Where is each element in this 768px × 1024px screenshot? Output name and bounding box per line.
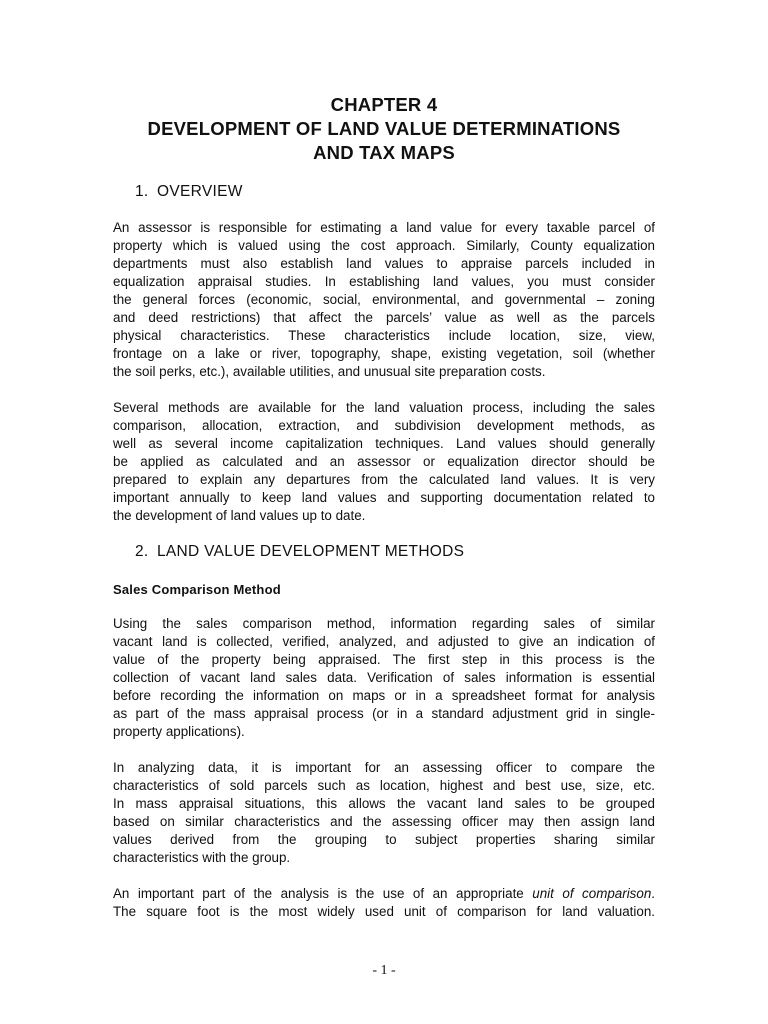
- text-line: departments must also establish land values to appraise parcels included in: [113, 256, 655, 271]
- section-title: LAND VALUE DEVELOPMENT METHODS: [157, 543, 465, 560]
- section-number: 2.: [135, 543, 149, 560]
- text-line: the general forces (economic, social, environmental, and governmental – zoning: [113, 292, 655, 307]
- text-line: Using the sales comparison method, information regarding sales of similar: [113, 616, 655, 631]
- chapter-title-line-2: AND TAX MAPS: [313, 142, 455, 163]
- italic-term: unit of comparison: [532, 886, 652, 901]
- text-line: comparison, allocation, extraction, and subdivision development methods, as: [113, 418, 655, 433]
- chapter-title: [100, 93, 668, 165]
- text-line: the soil perks, etc.), available utilities, and unusual site preparation costs.: [113, 364, 546, 379]
- text-line: prepared to explain any departures from the calculated land values. It is very: [113, 472, 655, 487]
- paragraph-sales-comparison-2: [113, 759, 655, 867]
- text-line: An assessor is responsible for estimating a land value for every taxable parcel of: [113, 220, 655, 235]
- chapter-title-line-1: DEVELOPMENT OF LAND VALUE DETERMINATIONS: [147, 118, 621, 139]
- text-line: value of the property being appraised. The first step in this process is the: [113, 652, 655, 667]
- text-line: and deed restrictions) that affect the parcels’ value as well as the parcels: [113, 310, 655, 325]
- paragraph-unit-of-comparison: [113, 885, 655, 921]
- page-number: - 1 -: [372, 963, 396, 978]
- text-line: [113, 885, 655, 903]
- text-line: as part of the mass appraisal process (or in a standard adjustment grid in single-: [113, 706, 655, 721]
- text-line: before recording the information on maps or in a spreadsheet format for analysis: [113, 688, 655, 703]
- text-segment: An important part of the analysis is the use of an appropriate: [113, 886, 533, 901]
- section-number: 1.: [135, 183, 149, 200]
- subsection-heading: Sales Comparison Method: [113, 582, 281, 597]
- text-line: based on similar characteristics and the assessing officer may then assign land: [113, 814, 655, 829]
- text-segment: .: [651, 886, 655, 901]
- text-line: characteristics with the group.: [113, 850, 291, 865]
- text-line: Several methods are available for the land valuation process, including the sales: [113, 400, 655, 415]
- text-line: The square foot is the most widely used unit of comparison for land valuation.: [113, 904, 655, 919]
- text-line: be applied as calculated and an assessor or equalization director should be: [113, 454, 655, 469]
- section-heading-land-value-methods: [135, 542, 464, 562]
- text-line: equalization appraisal studies. In establishing land values, you must consider: [113, 274, 655, 289]
- paragraph-overview-2: [113, 399, 655, 525]
- section-heading-overview: [135, 182, 243, 202]
- text-line: well as several income capitalization techniques. Land values should generally: [113, 436, 655, 451]
- chapter-number: CHAPTER 4: [330, 94, 438, 115]
- text-line: characteristics of sold parcels such as location, highest and best use, size, etc.: [113, 778, 655, 793]
- text-line: property applications).: [113, 724, 245, 739]
- text-line: values derived from the grouping to subject properties sharing similar: [113, 832, 655, 847]
- text-line: In mass appraisal situations, this allows the vacant land sales to be grouped: [113, 796, 655, 811]
- paragraph-sales-comparison-1: [113, 615, 655, 741]
- text-line: important annually to keep land values and supporting documentation related to: [113, 490, 655, 505]
- text-line: physical characteristics. These characteristics include location, size, view,: [113, 328, 655, 343]
- text-line: collection of vacant land sales data. Verification of sales information is essential: [113, 670, 655, 685]
- text-line: frontage on a lake or river, topography, shape, existing vegetation, soil (whether: [113, 346, 655, 361]
- text-line: In analyzing data, it is important for an assessing officer to compare the: [113, 760, 655, 775]
- text-line: property which is valued using the cost approach. Similarly, County equalization: [113, 238, 655, 253]
- text-line: the development of land values up to date.: [113, 508, 366, 523]
- text-line: vacant land is collected, verified, analyzed, and adjusted to give an indication of: [113, 634, 655, 649]
- section-title: OVERVIEW: [157, 183, 243, 200]
- paragraph-overview-1: [113, 219, 655, 381]
